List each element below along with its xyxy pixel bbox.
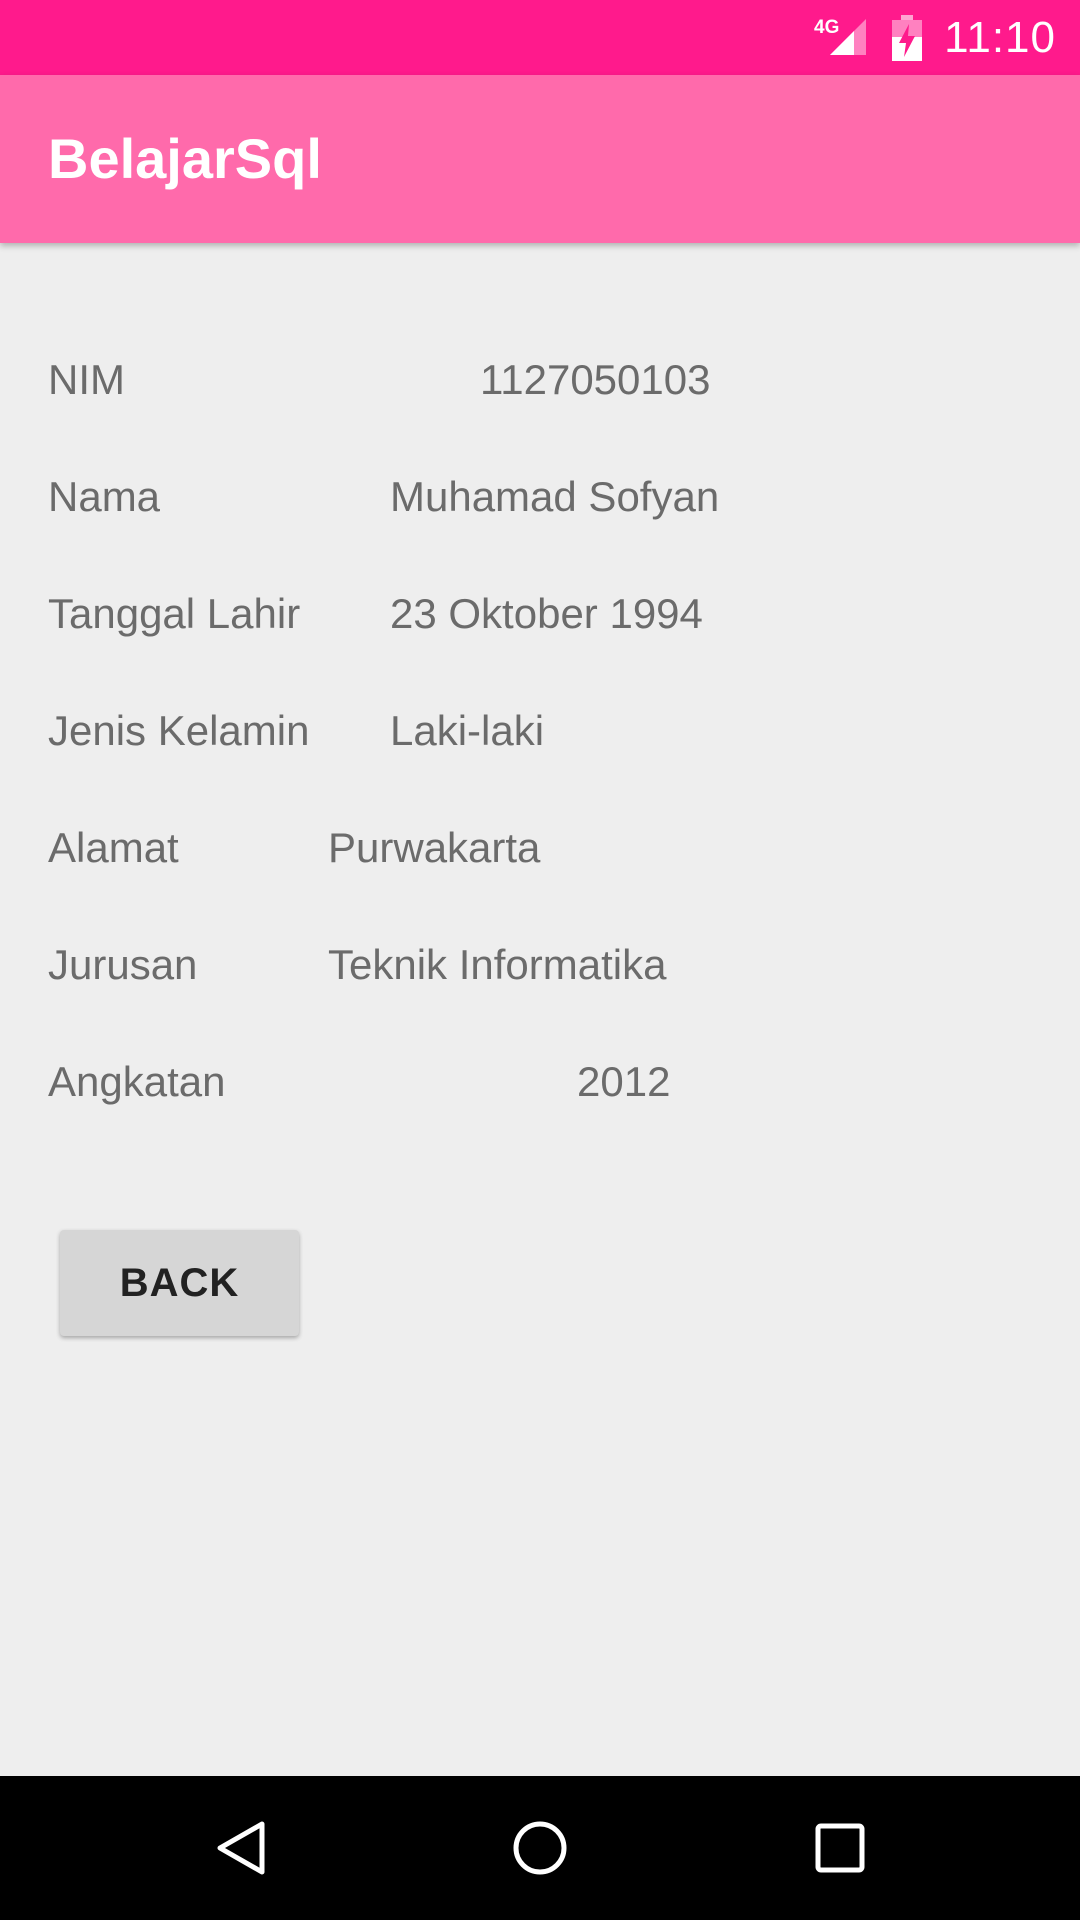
back-button[interactable]: BACK <box>60 1230 299 1336</box>
battery-charging-icon <box>892 15 922 61</box>
navigation-bar <box>0 1776 1080 1920</box>
status-icons <box>814 0 1056 75</box>
clock: 11:10 <box>944 12 1056 62</box>
value-angkatan: 2012 <box>577 1058 671 1105</box>
network-type-label: 4G <box>814 16 840 38</box>
label-jurusan: Jurusan <box>48 941 198 988</box>
label-tanggal-lahir: Tanggal Lahir <box>48 590 301 637</box>
value-nama: Muhamad Sofyan <box>390 473 720 520</box>
nav-recents-button[interactable] <box>760 1776 920 1920</box>
label-jenis-kelamin: Jenis Kelamin <box>48 707 310 754</box>
nav-back-button[interactable] <box>160 1776 320 1920</box>
recents-square-icon <box>810 1818 870 1878</box>
value-alamat: Purwakarta <box>328 824 541 871</box>
value-nim: 1127050103 <box>480 356 711 403</box>
label-nama: Nama <box>48 473 161 520</box>
label-angkatan: Angkatan <box>48 1058 226 1105</box>
label-nim: NIM <box>48 356 125 403</box>
app-bar <box>0 75 1080 243</box>
value-tanggal-lahir: 23 Oktober 1994 <box>390 590 703 637</box>
back-triangle-icon <box>210 1818 270 1878</box>
value-jurusan: Teknik Informatika <box>328 941 667 988</box>
app-title: BelajarSql <box>48 127 322 190</box>
nav-home-button[interactable] <box>460 1776 620 1920</box>
status-bar <box>0 0 1080 75</box>
signal-icon <box>814 15 870 61</box>
home-circle-icon <box>510 1818 570 1878</box>
value-jenis-kelamin: Laki-laki <box>390 707 545 754</box>
label-alamat: Alamat <box>48 824 179 871</box>
